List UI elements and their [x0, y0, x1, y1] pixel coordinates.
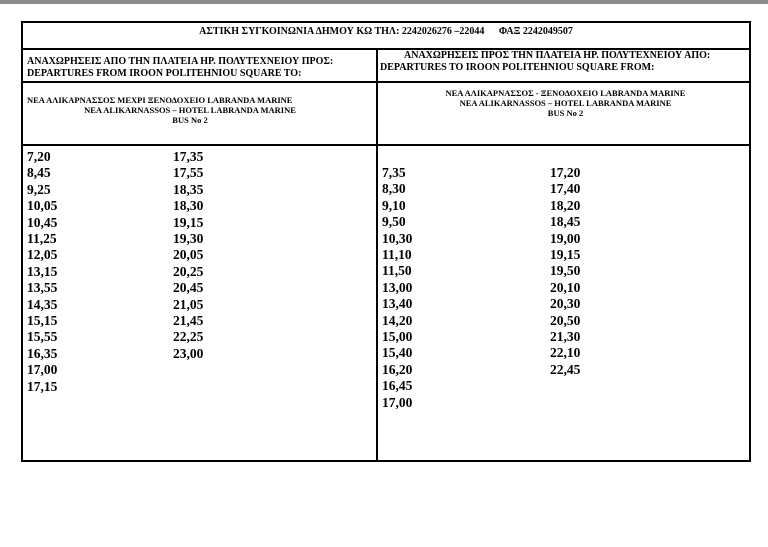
departure-time: 15,15 [27, 313, 58, 329]
departure-time: 18,20 [550, 197, 581, 213]
departure-time: 17,40 [550, 181, 581, 197]
left-route [25, 95, 355, 125]
page-title [23, 26, 749, 37]
left-route-english: NEA ALIKARNASSOS – HOTEL LABRANDA MARINE [84, 105, 296, 115]
left-times-column-2 [173, 149, 203, 362]
departure-time: 19,00 [550, 230, 581, 246]
right-route-bus: BUS No 2 [547, 108, 584, 118]
right-route-english: NEA ALIKARNASSOS – HOTEL LABRANDA MARINE [459, 98, 672, 108]
departure-time: 17,35 [173, 149, 204, 164]
departure-time: 19,30 [173, 231, 204, 247]
departure-time: 9,10 [382, 197, 406, 213]
right-header [380, 50, 710, 74]
departure-time: 10,45 [27, 214, 58, 230]
departure-time: 11,50 [382, 263, 412, 279]
departure-time: 22,10 [550, 345, 581, 361]
departure-time: 15,40 [382, 345, 413, 361]
top-bar [0, 0, 768, 4]
departure-time: 17,00 [27, 362, 58, 378]
departure-time: 22,25 [173, 329, 204, 345]
departure-time: 15,00 [382, 329, 413, 345]
title-org-phone: ΑΣΤΙΚΗ ΣΥΓΚΟΙΝΩΝΙΑ ΔΗΜΟΥ ΚΩ ΤΗΛ: 2242026276 –22044 [199, 26, 485, 37]
departure-time: 10,05 [27, 198, 58, 214]
departure-time: 19,15 [173, 214, 204, 230]
departure-time: 20,45 [173, 280, 204, 296]
departure-time: 21,05 [173, 296, 204, 312]
right-route-greek: ΝΕΑ ΑΛΙΚΑΡΝΑΣΣΟΣ - ΞΕΝΟΔΟΧΕΙΟ LABRANDA MARINE [445, 88, 686, 98]
divider-routes [23, 144, 749, 146]
departure-time: 19,50 [550, 263, 581, 279]
departure-time: 18,35 [173, 181, 204, 197]
departure-time: 20,25 [173, 263, 204, 279]
right-route [378, 88, 753, 118]
departure-time: 20,05 [173, 247, 204, 263]
departure-time: 20,50 [550, 312, 581, 328]
departure-time: 7,20 [27, 149, 51, 164]
departure-time: 20,30 [550, 296, 581, 312]
departure-time: 20,10 [550, 279, 581, 295]
departure-time: 13,55 [27, 280, 58, 296]
departure-time: 14,20 [382, 312, 413, 328]
right-times-column-2 [550, 165, 580, 378]
departure-time: 13,15 [27, 263, 58, 279]
title-fax: ΦΑΞ 2242049507 [498, 26, 573, 37]
left-header [27, 56, 333, 80]
departure-time: 17,00 [382, 394, 413, 410]
departure-time: 10,30 [382, 230, 413, 246]
divider-headers [23, 81, 749, 83]
departure-time: 13,00 [382, 279, 413, 295]
departure-time: 18,30 [173, 198, 204, 214]
departure-time: 11,10 [382, 247, 412, 263]
right-times-column-1 [382, 165, 412, 411]
departure-time: 19,15 [550, 247, 581, 263]
left-route-bus: BUS No 2 [172, 115, 208, 125]
departure-time: 16,45 [382, 378, 413, 394]
departure-time: 23,00 [173, 345, 204, 361]
departure-time: 13,40 [382, 296, 413, 312]
left-times-column-1 [27, 149, 57, 395]
departure-time: 17,20 [550, 165, 581, 180]
timetable-sheet [21, 21, 751, 462]
departure-time: 17,15 [27, 378, 58, 394]
left-route-greek: ΝΕΑ ΑΛΙΚΑΡΝΑΣΣΟΣ ΜΕΧΡΙ ΞΕΝΟΔΟΧΕΙΟ LABRANDA MARINE [27, 95, 293, 105]
left-header-english: DEPARTURES FROM IROON POLITEHNIOU SQUARE TO: [27, 68, 302, 79]
departure-time: 9,25 [27, 181, 51, 197]
departure-time: 17,55 [173, 165, 204, 181]
departure-time: 16,35 [27, 345, 58, 361]
departure-time: 8,30 [382, 181, 406, 197]
departure-time: 8,45 [27, 165, 51, 181]
departure-time: 22,45 [550, 361, 581, 377]
right-header-greek: ΑΝΑΧΩΡΗΣΕΙΣ ΠΡΟΣ ΤΗΝ ΠΛΑΤΕΙΑ ΗΡ. ΠΟΛΥΤΕΧΝΕΙΟΥ ΑΠΟ: [404, 50, 711, 61]
departure-time: 18,45 [550, 214, 581, 230]
departure-time: 7,35 [382, 165, 406, 180]
departure-time: 11,25 [27, 231, 57, 247]
right-header-english: DEPARTURES TO IROON POLITEHNIOU SQUARE FROM: [380, 62, 655, 73]
departure-time: 9,50 [382, 214, 406, 230]
departure-time: 16,20 [382, 361, 413, 377]
departure-time: 15,55 [27, 329, 58, 345]
departure-time: 12,05 [27, 247, 58, 263]
departure-time: 14,35 [27, 296, 58, 312]
departure-time: 21,45 [173, 313, 204, 329]
left-header-greek: ΑΝΑΧΩΡΗΣΕΙΣ ΑΠΟ ΤΗΝ ΠΛΑΤΕΙΑ ΗΡ. ΠΟΛΥΤΕΧΝΕΙΟΥ ΠΡΟΣ: [27, 56, 334, 67]
departure-time: 21,30 [550, 329, 581, 345]
